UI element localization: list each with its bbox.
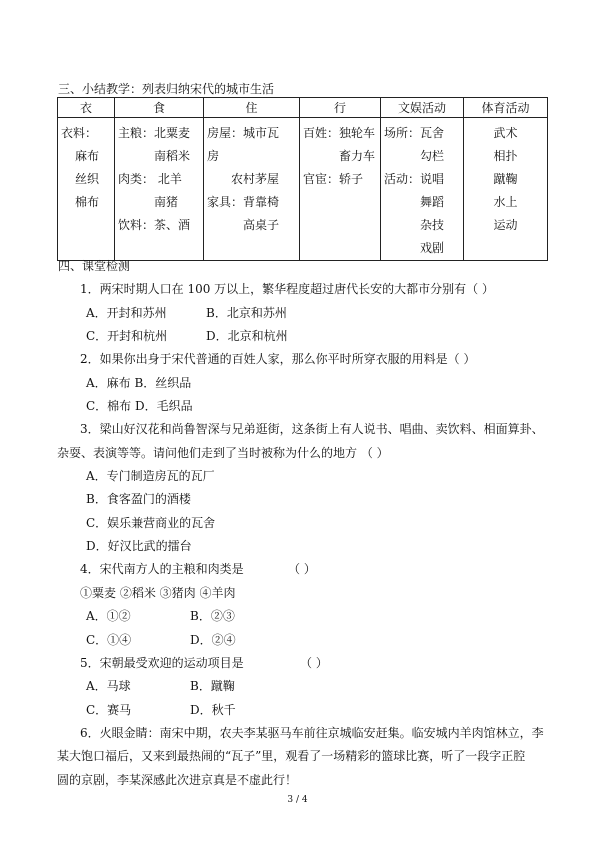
table-body-row [58,118,548,261]
question-4-option-b: B．②③ [190,609,235,623]
section-4-title: 四、课堂检测 [58,259,131,273]
header-transport: 行 [300,98,381,118]
cell-entertainment: 场所：瓦舍 勾栏 活动：说唱 舞蹈 杂技 戏剧 [381,118,464,261]
question-4-stem: 4．宋代南方人的主粮和肉类是 [80,562,244,576]
question-4-option-a: A．①② [86,609,131,623]
question-5-stem: 5．宋朝最受欢迎的运动项目是 [80,656,244,670]
question-3-option-b: B．食客盈门的酒楼 [86,492,191,506]
question-5-option-d: D．秋千 [190,703,236,717]
question-6-line-1: 6．火眼金睛：南宋中期，农夫李某驱马车前往京城临安赶集。临安城内羊肉馆林立，李 [80,726,544,740]
question-3-stem-line-1: 3．梁山好汉花和尚鲁智深与兄弟逛街，这条街上有人说书、唱曲、卖饮料、相面算卦、 [80,422,544,436]
question-5-option-a: A．马球 [86,679,131,693]
table-header-row [58,98,548,118]
question-4-answer-paren: （ ） [288,562,316,576]
question-5-option-c: C．赛马 [86,703,132,717]
question-4-option-d: D．②④ [190,633,236,647]
cell-sports: 武术 相扑 蹴鞠 水上 运动 [464,118,548,261]
question-2-stem: 2．如果你出身于宋代普通的百姓人家，那么你平时所穿衣服的用料是（ ） [80,352,476,366]
question-1-option-b: B．北京和苏州 [206,306,287,320]
header-housing: 住 [204,98,300,118]
section-3-title: 三、小结教学：列表归纳宋代的城市生活 [58,82,275,96]
header-food: 食 [115,98,204,118]
header-entertainment: 文娱活动 [381,98,464,118]
header-clothing: 衣 [58,98,115,118]
question-6-line-2: 某大饱口福后，又来到最热闹的“瓦子”里，观看了一场精彩的篮球比赛，听了一段字正腔 [57,749,526,763]
question-2-options-cd: C．棉布 D．毛织品 [86,399,193,413]
summary-table [57,97,548,261]
question-3-option-c: C．娱乐兼营商业的瓦舍 [86,516,216,530]
question-3-option-d: D．好汉比武的擂台 [86,539,192,553]
question-1-option-a: A．开封和苏州 [86,306,167,320]
cell-food: 主粮：北粟麦 南稻米 肉类： 北羊 南猪 饮料：茶、酒 [115,118,204,261]
question-2-options-ab: A．麻布 B．丝织品 [86,376,192,390]
question-1-option-c: C．开封和杭州 [86,329,168,343]
question-4-item-list: ①粟麦 ②稻米 ③猪肉 ④羊肉 [80,586,236,600]
question-3-stem-line-2: 杂耍、表演等等。请问他们走到了当时被称为什么的地方 （ ） [57,446,389,460]
cell-clothing: 衣料： 麻布 丝织 棉布 [58,118,115,261]
question-1-stem: 1．两宋时期人口在 100 万以上，繁华程度超过唐代长安的大都市分别有（ ） [80,282,494,296]
page-number: 3 / 4 [287,795,308,805]
question-6-line-3: 圆的京剧，李某深感此次进京真是不虚此行！ [57,773,298,787]
header-sports: 体育活动 [464,98,548,118]
question-3-option-a: A．专门制造房瓦的瓦厂 [86,469,215,483]
question-5-option-b: B．蹴鞠 [190,679,235,693]
question-1-option-d: D．北京和杭州 [206,329,288,343]
cell-housing: 房屋：城市瓦 房 农村茅屋 家具：背靠椅 高桌子 [204,118,300,261]
cell-transport: 百姓：独轮车 畜力车 官宦：轿子 [300,118,381,261]
question-4-option-c: C．①④ [86,633,132,647]
question-5-answer-paren: （ ） [300,656,328,670]
